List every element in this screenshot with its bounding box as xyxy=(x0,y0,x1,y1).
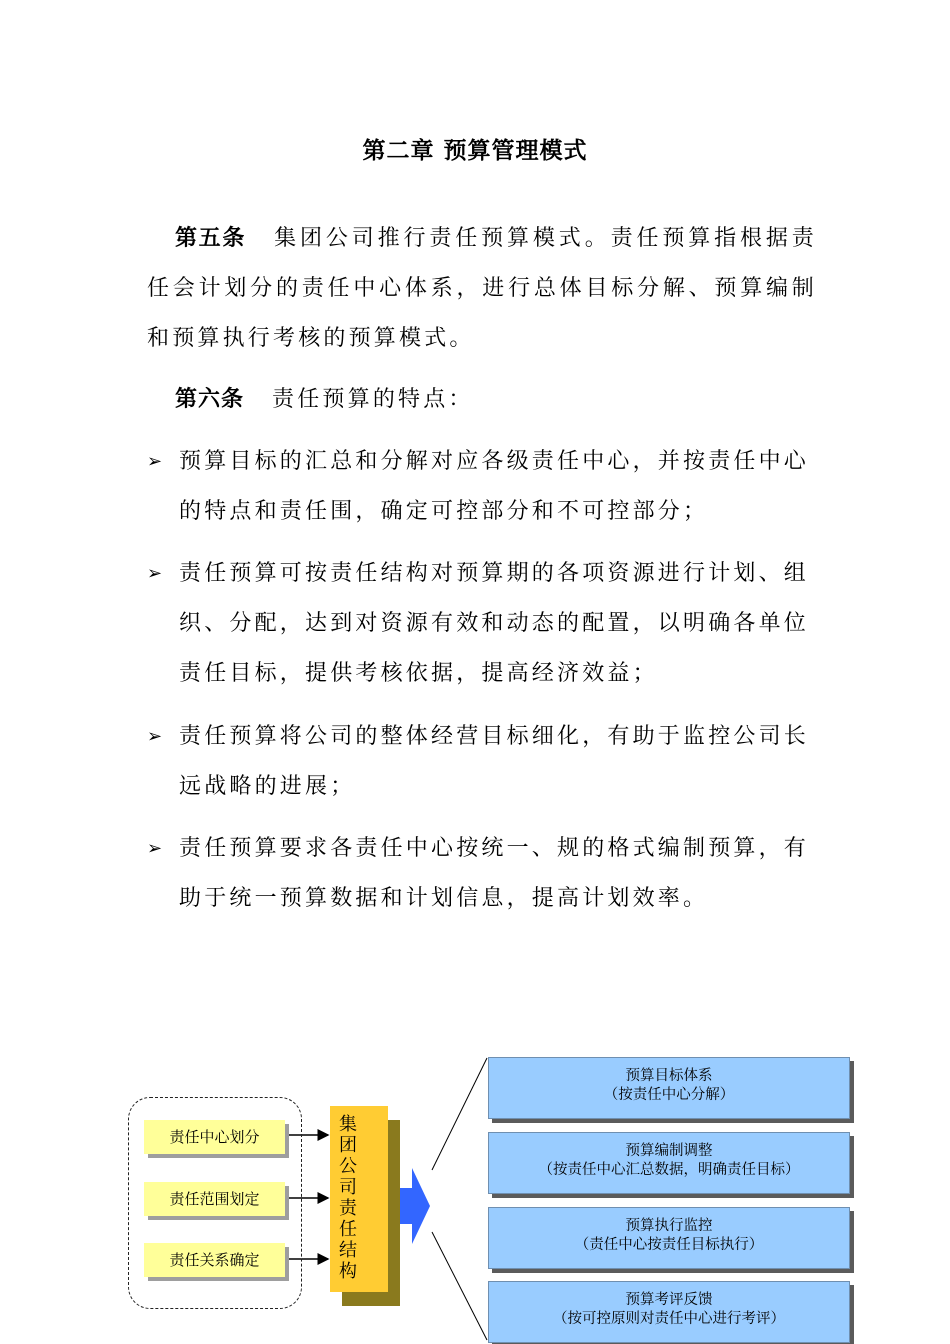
output-box xyxy=(488,1057,850,1119)
bullet-arrow-icon: ➢ xyxy=(147,726,163,747)
chapter-title: 第二章 预算管理模式 xyxy=(362,138,588,164)
bullet-arrow-icon: ➢ xyxy=(147,838,163,859)
bullet-text: 责任预算可按责任结构对预算期的各项资源进行计划、组织、分配，达到对资源有效和动态的配置，以明确各单位责任目标，提供考核依据，提高经济效益； xyxy=(179,561,810,686)
input-box: 责任范围划定 xyxy=(144,1182,285,1216)
bullet-arrow-icon: ➢ xyxy=(147,563,163,584)
output-title: 预算执行监控 xyxy=(625,1218,713,1234)
output-subtitle: （按责任中心汇总数据，明确责任目标） xyxy=(538,1162,800,1178)
article-5 xyxy=(147,214,817,364)
output-title: 预算考评反馈 xyxy=(625,1292,713,1308)
spread-line xyxy=(432,1232,487,1340)
article-5-text: 集团公司推行责任预算模式。责任预算指根据责任会计划分的责任中心体系，进行总体目标分解、预算编制和预算执行考核的预算模式。 xyxy=(147,226,817,351)
output-box xyxy=(488,1207,850,1269)
output-subtitle: （按责任中心分解） xyxy=(603,1087,735,1103)
bullet-text: 责任预算将公司的整体经营目标细化，有助于监控公司长远战略的进展； xyxy=(179,724,810,799)
bullet-item xyxy=(147,437,817,537)
article-6-text: 责任预算的特点： xyxy=(272,387,474,412)
output-box xyxy=(488,1281,850,1343)
structure-label: 集团公司责任结构 xyxy=(339,1114,357,1282)
bullet-arrow-icon: ➢ xyxy=(147,451,163,472)
article-6-label: 第六条 xyxy=(175,387,245,412)
output-title: 预算目标体系 xyxy=(625,1068,713,1084)
spread-line xyxy=(432,1058,487,1170)
bullet-item xyxy=(147,712,817,812)
output-subtitle: （责任中心按责任目标执行） xyxy=(574,1237,764,1253)
output-subtitle: （按可控原则对责任中心进行考评） xyxy=(553,1311,785,1327)
input-box: 责任中心划分 xyxy=(144,1120,285,1154)
output-box xyxy=(488,1132,850,1194)
bullet-text: 责任预算要求各责任中心按统一、规的格式编制预算，有助于统一预算数据和计划信息，提高计划效率。 xyxy=(179,836,810,911)
output-title: 预算编制调整 xyxy=(625,1143,713,1159)
structure-box xyxy=(330,1106,388,1292)
bullet-item xyxy=(147,824,817,924)
article-5-label: 第五条 xyxy=(175,226,247,251)
flow-arrow-icon xyxy=(396,1168,430,1244)
input-box: 责任关系确定 xyxy=(144,1243,285,1277)
bullet-text: 预算目标的汇总和分解对应各级责任中心，并按责任中心的特点和责任围，确定可控部分和不可控部分； xyxy=(179,449,810,524)
article-6 xyxy=(147,375,817,425)
bullet-item xyxy=(147,549,817,699)
